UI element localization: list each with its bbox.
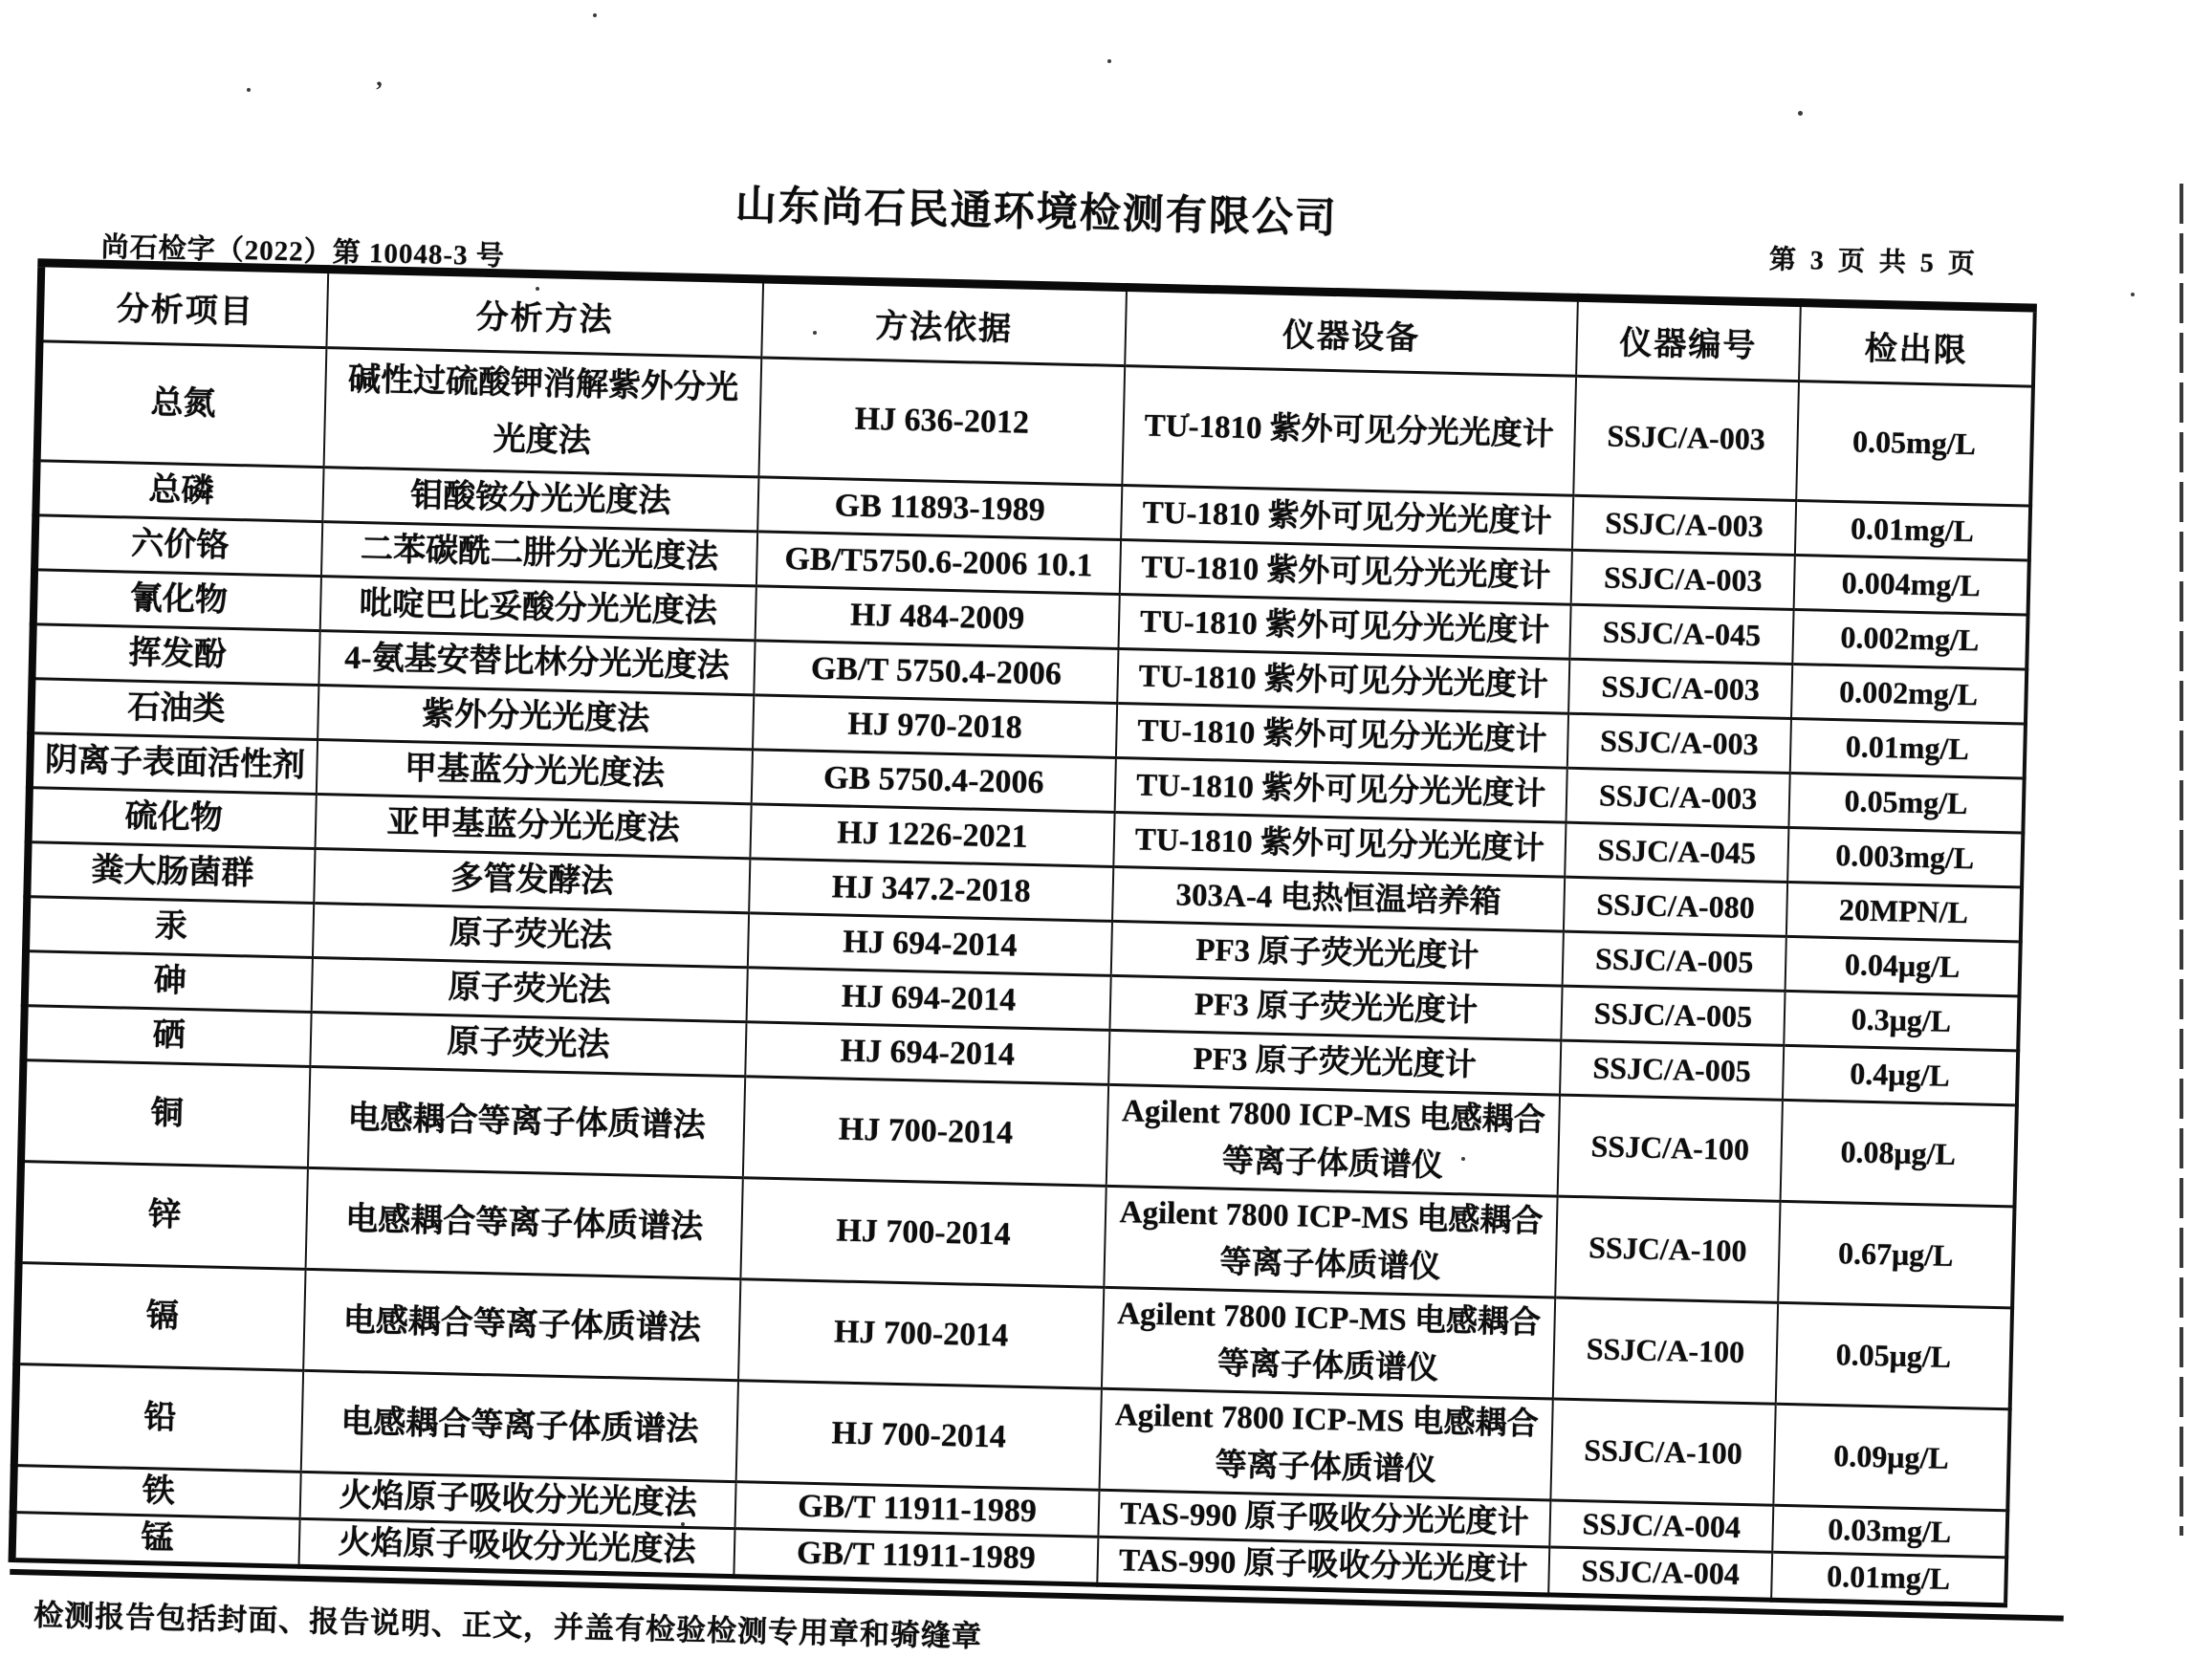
cell-instrument-no: SSJC/A-080 [1564, 877, 1787, 936]
cell-instrument-no: SSJC/A-045 [1565, 822, 1788, 882]
cell-method: 二苯碳酰二肼分光光度法 [321, 522, 757, 586]
cell-detection-limit: 0.4μg/L [1783, 1045, 2018, 1105]
cell-method: 吡啶巴比妥酸分光光度法 [320, 577, 756, 641]
cell-method: 钼酸铵分光光度法 [322, 468, 758, 532]
cell-instrument: TU-1810 紫外可见分光光度计 [1120, 540, 1572, 605]
cell-item: 总磷 [35, 461, 323, 522]
company-title: 山东尚石民通环境检测有限公司 [734, 183, 1339, 243]
cell-instrument: 303A-4 电热恒温培养箱 [1112, 866, 1565, 931]
cell-item: 铜 [21, 1060, 310, 1168]
cell-item: 锌 [19, 1162, 308, 1270]
cell-basis: GB/T5750.6-2006 10.1 [756, 532, 1121, 595]
cell-method: 甲基蓝分光光度法 [317, 740, 753, 804]
column-header-instrument: 仪器设备 [1125, 288, 1578, 377]
cell-detection-limit: 0.01mg/L [1795, 501, 2030, 561]
cell-basis: HJ 700-2014 [743, 1077, 1108, 1187]
cell-instrument: TU-1810 紫外可见分光光度计 [1122, 366, 1576, 496]
cell-instrument: TAS-990 原子吸收分光光度计 [1098, 1490, 1550, 1547]
cell-instrument: Agilent 7800 ICP-MS 电感耦合等离子体质谱仪 [1106, 1084, 1560, 1196]
cell-detection-limit: 0.004mg/L [1794, 556, 2029, 616]
cell-item: 氰化物 [33, 570, 321, 631]
column-header-instrument-no: 仪器编号 [1576, 297, 1801, 381]
cell-method: 紫外分光光度法 [318, 686, 754, 750]
cell-instrument: TU-1810 紫外可见分光光度计 [1121, 486, 1573, 551]
cell-instrument: TAS-990 原子吸收分光光度计 [1097, 1537, 1549, 1595]
cell-item: 汞 [26, 897, 314, 958]
cell-instrument: Agilent 7800 ICP-MS 电感耦合等离子体质谱仪 [1100, 1388, 1553, 1500]
cell-instrument: TU-1810 紫外可见分光光度计 [1115, 757, 1567, 822]
cell-instrument: TU-1810 紫外可见分光光度计 [1113, 812, 1566, 877]
cell-detection-limit: 0.01mg/L [1771, 1552, 2006, 1605]
cell-detection-limit: 0.002mg/L [1792, 609, 2027, 669]
cell-instrument-no: SSJC/A-004 [1549, 1500, 1773, 1552]
cell-instrument-no: SSJC/A-003 [1571, 550, 1795, 609]
cell-basis: GB/T 11911-1989 [735, 1482, 1100, 1538]
cell-method: 亚甲基蓝分光光度法 [316, 794, 752, 858]
cell-detection-limit: 0.3μg/L [1784, 991, 2019, 1051]
cell-basis: GB 11893-1989 [757, 477, 1122, 540]
column-header-detection-limit: 检出限 [1799, 303, 2035, 387]
cell-method: 4-氨基安替比林分光光度法 [318, 631, 755, 695]
cell-basis: HJ 694-2014 [747, 968, 1111, 1031]
cell-instrument-no: SSJC/A-005 [1563, 931, 1786, 991]
cell-instrument: TU-1810 紫外可见分光光度计 [1117, 648, 1569, 713]
cell-method: 电感耦合等离子体质谱法 [301, 1370, 738, 1481]
cell-item: 石油类 [31, 679, 318, 740]
cell-method: 碱性过硫酸钾消解紫外分光光度法 [324, 348, 762, 477]
cell-basis: HJ 484-2009 [756, 586, 1120, 649]
cell-instrument-no: SSJC/A-100 [1553, 1298, 1778, 1404]
cell-basis: HJ 694-2014 [748, 913, 1112, 976]
cell-basis: HJ 694-2014 [745, 1022, 1109, 1085]
cell-item: 阴离子表面活性剂 [30, 733, 318, 795]
cell-detection-limit: 0.09μg/L [1773, 1404, 2009, 1511]
cell-instrument-no: SSJC/A-100 [1558, 1095, 1783, 1201]
cell-method: 电感耦合等离子体质谱法 [303, 1269, 740, 1380]
scan-speck [1107, 59, 1111, 63]
cell-instrument: TU-1810 紫外可见分光光度计 [1118, 595, 1570, 660]
cell-detection-limit: 0.04μg/L [1786, 936, 2021, 996]
cell-detection-limit: 0.05mg/L [1788, 773, 2024, 833]
cell-basis: HJ 700-2014 [738, 1279, 1104, 1389]
analysis-methods-table [9, 258, 2037, 1607]
cell-detection-limit: 0.03mg/L [1772, 1505, 2007, 1558]
cell-item: 六价铬 [34, 515, 322, 577]
cell-instrument: Agilent 7800 ICP-MS 电感耦合等离子体质谱仪 [1102, 1287, 1555, 1399]
cell-item: 挥发酚 [32, 624, 319, 686]
cell-item: 铁 [13, 1466, 301, 1519]
cell-instrument-no: SSJC/A-100 [1550, 1399, 1775, 1505]
page-indicator: 第 3 页 共 5 页 [1768, 245, 1980, 280]
cell-detection-limit: 0.67μg/L [1778, 1201, 2014, 1308]
cell-detection-limit: 20MPN/L [1786, 882, 2022, 942]
scan-speck: ’ [375, 76, 383, 104]
cell-basis: HJ 700-2014 [740, 1178, 1106, 1288]
cell-instrument-no: SSJC/A-005 [1561, 986, 1785, 1045]
cell-method: 电感耦合等离子体质谱法 [308, 1066, 745, 1177]
cell-method: 火焰原子吸收分光光度法 [300, 1472, 736, 1528]
cell-instrument-no: SSJC/A-003 [1568, 659, 1792, 718]
cell-method: 原子荧光法 [313, 903, 749, 967]
cell-method: 火焰原子吸收分光光度法 [298, 1518, 734, 1576]
scan-edge-artifact [2180, 184, 2183, 1536]
cell-instrument-no: SSJC/A-045 [1569, 604, 1793, 664]
cell-instrument-no: SSJC/A-003 [1567, 713, 1791, 773]
cell-item: 镉 [16, 1263, 305, 1371]
cell-item: 总氮 [37, 341, 327, 468]
table-wrap [0, 151, 2103, 1680]
column-header-item: 分析项目 [39, 263, 328, 348]
cell-instrument-no: SSJC/A-003 [1572, 495, 1796, 555]
footer-note: 检测报告包括封面、报告说明、正文，并盖有检验检测专用章和骑缝章 [33, 1598, 983, 1654]
cell-item: 硫化物 [29, 788, 317, 849]
cell-instrument-no: SSJC/A-005 [1560, 1040, 1784, 1100]
cell-basis: HJ 1226-2021 [750, 804, 1114, 867]
cell-basis: HJ 347.2-2018 [749, 859, 1113, 922]
document-content [0, 151, 2103, 1680]
cell-item: 砷 [25, 951, 313, 1013]
column-header-method: 分析方法 [326, 270, 763, 358]
cell-item: 硒 [23, 1006, 311, 1067]
cell-basis: HJ 970-2018 [753, 695, 1117, 758]
cell-detection-limit: 0.003mg/L [1787, 827, 2023, 887]
cell-item: 锰 [12, 1512, 300, 1566]
cell-basis: HJ 700-2014 [736, 1381, 1102, 1491]
cell-instrument: TU-1810 紫外可见分光光度计 [1116, 703, 1568, 768]
cell-detection-limit: 0.08μg/L [1781, 1100, 2017, 1207]
table-body [12, 341, 2033, 1605]
cell-method: 原子荧光法 [312, 957, 748, 1021]
scan-speck [593, 13, 597, 17]
scan-speck [247, 88, 251, 92]
document-number: 尚石检字（2022）第 10048-3 号 [100, 231, 506, 273]
cell-detection-limit: 0.002mg/L [1791, 664, 2027, 724]
cell-item: 铅 [14, 1364, 303, 1473]
cell-instrument: PF3 原子荧光光度计 [1109, 975, 1562, 1040]
cell-instrument-no: SSJC/A-003 [1566, 768, 1789, 827]
cell-basis: GB 5750.4-2006 [752, 750, 1116, 813]
cell-detection-limit: 0.05mg/L [1796, 382, 2033, 507]
cell-instrument: PF3 原子荧光光度计 [1111, 921, 1564, 986]
cell-item: 粪大肠菌群 [27, 842, 315, 904]
scan-speck [2131, 293, 2135, 296]
cell-basis: HJ 636-2012 [758, 358, 1125, 486]
scan-speck [1798, 111, 1803, 116]
column-header-basis: 方法依据 [761, 279, 1127, 366]
cell-detection-limit: 0.05μg/L [1776, 1302, 2012, 1409]
cell-instrument-no: SSJC/A-004 [1548, 1547, 1772, 1600]
cell-basis: GB/T 11911-1989 [734, 1529, 1098, 1585]
cell-instrument: Agilent 7800 ICP-MS 电感耦合等离子体质谱仪 [1104, 1186, 1557, 1298]
cell-instrument-no: SSJC/A-003 [1573, 376, 1799, 500]
cell-method: 电感耦合等离子体质谱法 [306, 1167, 743, 1278]
cell-method: 多管发酵法 [314, 848, 750, 912]
cell-method: 原子荧光法 [310, 1012, 746, 1076]
cell-basis: GB/T 5750.4-2006 [754, 641, 1118, 704]
cell-instrument: PF3 原子荧光光度计 [1108, 1030, 1561, 1095]
cell-detection-limit: 0.01mg/L [1790, 718, 2026, 778]
cell-instrument-no: SSJC/A-100 [1555, 1196, 1780, 1302]
